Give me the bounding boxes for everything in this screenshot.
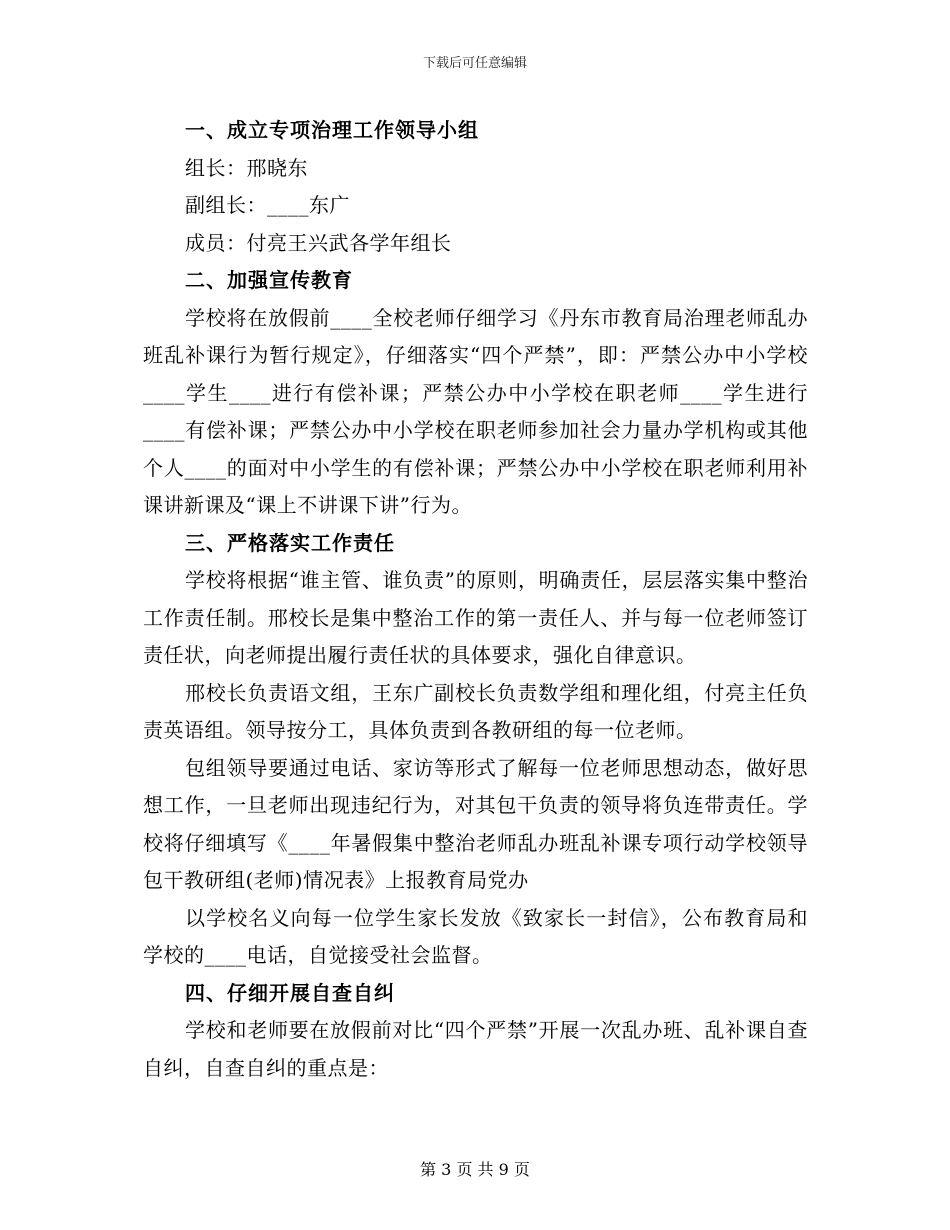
document-body: [143, 112, 808, 1087]
deputy-leader-line: 副组长：____东广: [185, 193, 350, 217]
page-footer: 第 3 页 共 9 页: [420, 1160, 530, 1179]
section-heading-1: 一、成立专项治理工作领导小组: [185, 118, 479, 142]
page-header: 下载后可任意编辑: [422, 56, 527, 71]
paragraph-self-check: 学校和老师要在放假前对比“四个严禁”开展一次乱办班、乱补课自查自纠，自查自纠的重点是：: [143, 1018, 808, 1080]
section-heading-3: 三、严格落实工作责任: [185, 530, 395, 555]
section-heading-2: 二、加强宣传教育: [185, 268, 353, 292]
members-line: 成员：付亮王兴武各学年组长: [185, 230, 452, 255]
leader-line: 组长：邢晓东: [185, 155, 308, 180]
paragraph-publicity: 学校将在放假前____全校老师仔细学习《丹东市教育局治理老师乱办班乱补课行为暂行规定》，仔细落实“四个严禁”，即：严禁公办中小学校____学生____进行有偿补课；严禁公办中小学校在职老师____学生进行____有偿补课；严禁公办中小学校在职老师参加社会力量办学机构或其他个人____的面对中小学生的有偿补课；严禁公办中小学校在职老师利用补课讲新课及“课上不讲课下讲”行为。: [143, 305, 808, 517]
paragraph-responsibility: 学校将根据“谁主管、谁负责”的原则，明确责任，层层落实集中整治工作责任制。邢校长是集中整治工作的第一责任人、并与每一位老师签订责任状，向老师提出履行责任状的具体要求，强化自律意识。: [143, 568, 808, 667]
paragraph-parent-letter: 以学校名义向每一位学生家长发放《致家长一封信》，公布教育局和学校的____电话，自觉接受社会监督。: [143, 905, 808, 967]
section-heading-4: 四、仔细开展自查自纠: [185, 980, 395, 1005]
paragraph-division-of-labor: 邢校长负责语文组，王东广副校长负责数学组和理化组，付亮主任负责英语组。领导按分工，具体负责到各教研组的每一位老师。: [143, 680, 808, 742]
paragraph-group-leaders: 包组领导要通过电话、家访等形式了解每一位老师思想动态，做好思想工作，一旦老师出现违纪行为，对其包干负责的领导将负连带责任。学校将仔细填写《____年暑假集中整治老师乱办班乱补课专项行动学校领导包干教研组(老师)情况表》上报教育局党办: [143, 755, 808, 892]
